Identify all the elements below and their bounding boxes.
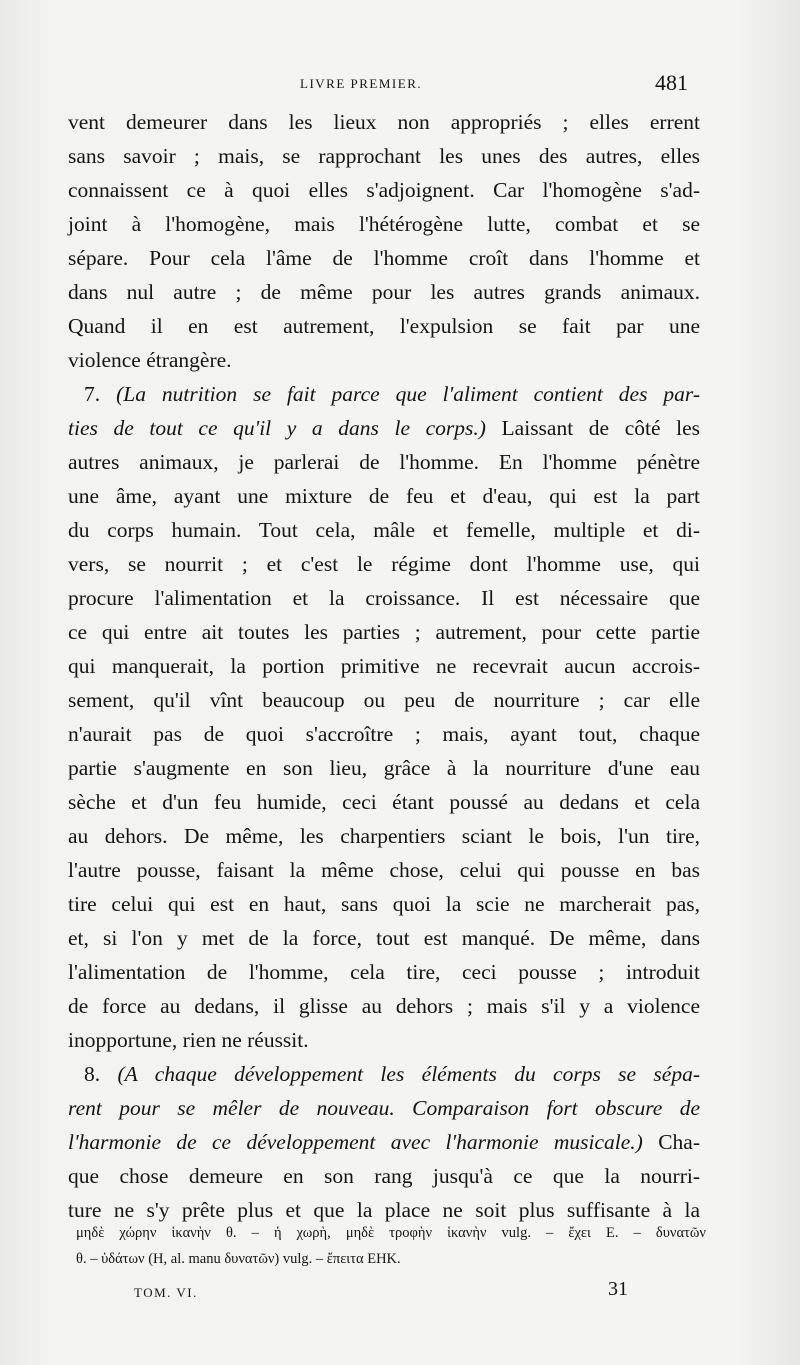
- signature-mark: TOM. VI.: [134, 1285, 198, 1300]
- section-summary: (A chaque développement les éléments du corps se sépa-: [117, 1062, 700, 1086]
- text-line: tire celui qui est en haut, sans quoi la scie ne marcherait pas,: [68, 892, 700, 916]
- text-line: au dehors. De même, les charpentiers sciant le bois, l'un tire,: [68, 824, 700, 848]
- section-8-heading-line: [84, 1057, 700, 1091]
- section-7-heading-line: [84, 377, 700, 411]
- text-line: procure l'alimentation et la croissance. Il est nécessaire que: [68, 586, 700, 610]
- text-line: de force au dedans, il glisse au dehors ; mais s'il y a violence: [68, 994, 700, 1018]
- text-line: que chose demeure en son rang jusqu'à ce que la nourri-: [68, 1164, 700, 1188]
- running-title: LIVRE PREMIER.: [300, 76, 423, 91]
- text-line: et, si l'on y met de la force, tout est manqué. De même, dans: [68, 926, 700, 950]
- text-line: sans savoir ; mais, se rapprochant les unes des autres, elles: [68, 144, 700, 168]
- footnotes: [76, 1220, 706, 1272]
- section-8-summary-line: [68, 1125, 700, 1159]
- section-summary: (La nutrition se fait parce que l'aliment contient des par-: [116, 382, 701, 406]
- section-7-summary-line: [68, 411, 700, 445]
- text-line: inopportune, rien ne réussit.: [68, 1028, 309, 1052]
- text-line: connaissent ce à quoi elles s'adjoignent. Car l'homogène s'ad-: [68, 178, 700, 202]
- text-line: partie s'augmente en son lieu, grâce à la nourriture d'une eau: [68, 756, 700, 780]
- text-line: joint à l'homogène, mais l'hétérogène lutte, combat et se: [68, 212, 700, 236]
- text-line: sépare. Pour cela l'âme de l'homme croît dans l'homme et: [68, 246, 700, 270]
- text-line: vent demeurer dans les lieux non appropriés ; elles errent: [68, 110, 700, 134]
- section-summary: l'harmonie de ce développement avec l'harmonie musicale.): [68, 1130, 643, 1154]
- text-line: n'aurait pas de quoi s'accroître ; mais, ayant tout, chaque: [68, 722, 700, 746]
- text-line: une âme, ayant une mixture de feu et d'eau, qui est la part: [68, 484, 700, 508]
- text-line: l'alimentation de l'homme, cela tire, ceci pousse ; introduit: [68, 960, 700, 984]
- text-line: du corps humain. Tout cela, mâle et femelle, multiple et di-: [68, 518, 700, 542]
- section-number: 8.: [84, 1062, 101, 1086]
- text-line: Quand il en est autrement, l'expulsion se fait par une: [68, 314, 700, 338]
- text-line: sèche et d'un feu humide, ceci étant poussé au dedans et cela: [68, 790, 700, 814]
- text-fragment: Laissant de côté les: [485, 416, 700, 440]
- footnote-line: μηδὲ χώρην ἱκανὴν θ. – ἡ χωρὴ, μηδὲ τροφὴν ἱκανὴν vulg. – ἔχει E. – δυνατῶν: [76, 1225, 706, 1241]
- text-line: autres animaux, je parlerai de l'homme. En l'homme pénètre: [68, 450, 700, 474]
- text-line: dans nul autre ; de même pour les autres grands animaux.: [68, 280, 700, 304]
- text-line: ture ne s'y prête plus et que la place ne soit plus suffisante à la: [68, 1198, 700, 1222]
- body-text: [68, 105, 700, 1227]
- text-line: l'autre pousse, faisant la même chose, celui qui pousse en bas: [68, 858, 700, 882]
- text-line: violence étrangère.: [68, 348, 232, 372]
- text-line: sement, qu'il vînt beaucoup ou peu de nourriture ; car elle: [68, 688, 700, 712]
- text-line: vers, se nourrit ; et c'est le régime dont l'homme use, qui: [68, 552, 700, 576]
- text-line: ce qui entre ait toutes les parties ; autrement, pour cette partie: [68, 620, 700, 644]
- page-number: 481: [655, 70, 688, 95]
- signature-number: 31: [608, 1278, 628, 1300]
- section-number: 7.: [84, 382, 101, 406]
- text-line: qui manquerait, la portion primitive ne recevrait aucun accrois-: [68, 654, 700, 678]
- section-summary: ties de tout ce qu'il y a dans le corps.): [68, 416, 486, 440]
- footnote-line: θ. – ὑδάτων (H, al. manu δυνατῶν) vulg. – ἔπειτα EHK.: [76, 1251, 401, 1267]
- text-fragment: Cha-: [642, 1130, 700, 1154]
- section-8-summary-line: rent pour se mêler de nouveau. Comparaison fort obscure de: [68, 1096, 700, 1120]
